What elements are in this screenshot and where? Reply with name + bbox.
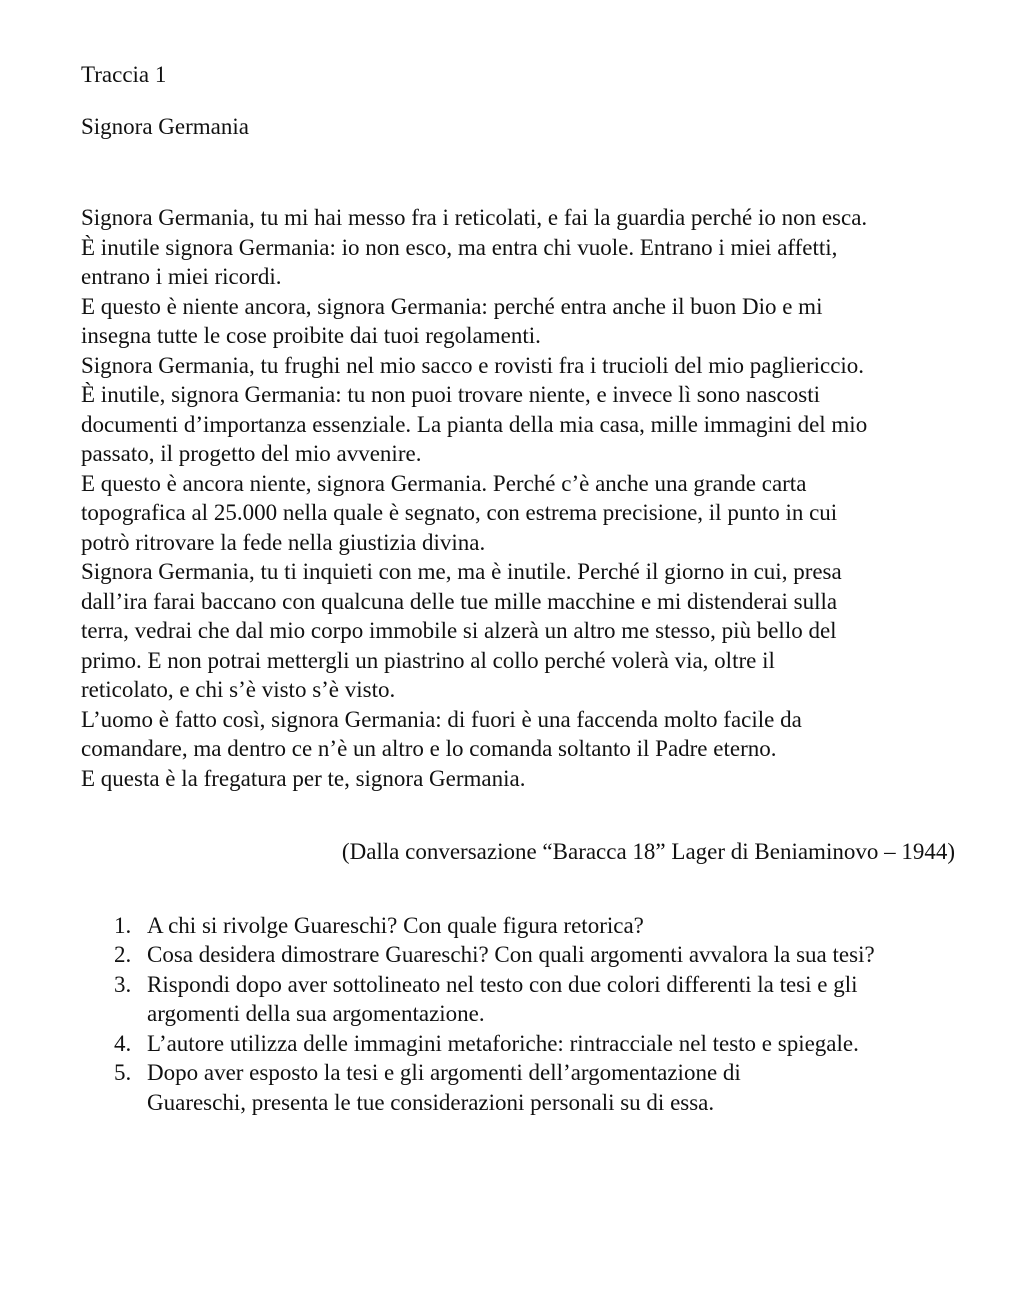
question-item <box>81 1058 961 1117</box>
question-item <box>81 1029 961 1059</box>
source-citation: (Dalla conversazione “Baracca 18” Lager di Beniaminovo – 1944) <box>341 839 955 864</box>
question-line: L’autore utilizza delle immagini metaforiche: rintracciale nel testo e spiegale. <box>147 1030 859 1056</box>
text-line: È inutile, signora Germania: tu non puoi trovare niente, e invece lì sono nascosti <box>81 382 820 407</box>
question-number: 3. <box>114 971 132 997</box>
question-number: 5. <box>114 1060 132 1085</box>
text-line: primo. E non potrai mettergli un piastrino al collo perché volerà via, oltre il <box>81 647 775 673</box>
text-line: passato, il progetto del mio avvenire. <box>81 441 422 466</box>
question-item <box>81 970 961 1029</box>
text-line: E questo è niente ancora, signora Germania: perché entra anche il buon Dio e mi <box>81 293 823 319</box>
text-line: Signora Germania, tu ti inquieti con me, ma è inutile. Perché il giorno in cui, presa <box>81 559 842 584</box>
track-label: Traccia 1 <box>81 62 167 87</box>
text-line: documenti d’importanza essenziale. La pianta della mia casa, mille immagini del mio <box>81 411 868 437</box>
text-line: comandare, ma dentro ce n’è un altro e lo comanda soltanto il Padre eterno. <box>81 736 777 761</box>
text-line: entrano i miei ricordi. <box>81 264 282 289</box>
text-line: reticolato, e chi s’è visto s’è visto. <box>81 677 396 702</box>
body-text <box>81 203 961 793</box>
text-line: E questo è ancora niente, signora Germania. Perché c’è anche una grande carta <box>81 470 807 496</box>
question-line: A chi si rivolge Guareschi? Con quale figura retorica? <box>147 912 644 938</box>
question-line: argomenti della sua argomentazione. <box>147 1001 485 1026</box>
text-line: dall’ira farai baccano con qualcuna delle tue mille macchine e mi distenderai sulla <box>81 588 838 614</box>
text-line: Signora Germania, tu mi hai messo fra i reticolati, e fai la guardia perché io non esca. <box>81 205 868 230</box>
question-number: 1. <box>114 912 132 938</box>
question-number: 2. <box>114 942 132 967</box>
document-page <box>81 60 961 1117</box>
text-line: È inutile signora Germania: io non esco, ma entra chi vuole. Entrano i miei affetti, <box>81 234 838 260</box>
question-line: Cosa desidera dimostrare Guareschi? Con quali argomenti avvalora la sua tesi? <box>147 942 875 967</box>
text-line: terra, vedrai che dal mio corpo immobile si alzerà un altro me stesso, più bello del <box>81 618 837 643</box>
text-line: Signora Germania, tu frughi nel mio sacco e rovisti fra i trucioli del mio pagliericcio. <box>81 352 865 378</box>
text-line: topografica al 25.000 nella quale è segnato, con estrema precisione, il punto in cui <box>81 500 838 525</box>
question-item <box>81 940 961 970</box>
question-number: 4. <box>114 1030 132 1056</box>
text-line: E questa è la fregatura per te, signora Germania. <box>81 765 526 791</box>
text-line: insegna tutte le cose proibite dai tuoi regolamenti. <box>81 323 541 348</box>
questions-list <box>81 911 961 1118</box>
poem-title: Signora Germania <box>81 113 249 139</box>
question-line: Dopo aver esposto la tesi e gli argomenti dell’argomentazione di <box>147 1060 741 1085</box>
question-line: Guareschi, presenta le tue considerazioni personali su di essa. <box>147 1089 715 1115</box>
question-item <box>81 911 961 941</box>
text-line: L’uomo è fatto così, signora Germania: di fuori è una faccenda molto facile da <box>81 706 802 732</box>
text-line: potrò ritrovare la fede nella giustizia divina. <box>81 529 486 555</box>
question-line: Rispondi dopo aver sottolineato nel testo con due colori differenti la tesi e gli <box>147 971 858 997</box>
